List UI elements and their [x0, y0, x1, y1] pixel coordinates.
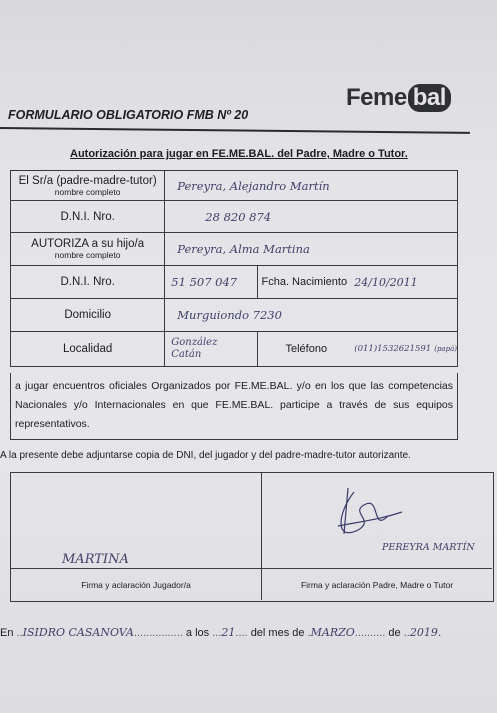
autoriza-label-cell: AUTORIZA a su hijo/a nombre completo	[11, 233, 165, 266]
player-printed-name: MARTINA	[62, 552, 129, 567]
footer-year[interactable]: 2019.	[409, 626, 442, 639]
footer-day[interactable]: 21	[221, 626, 236, 639]
domicilio-field[interactable]: Murguiondo 7230	[165, 299, 458, 332]
title-rule	[0, 127, 470, 134]
tutor-dni-field[interactable]: 28 820 874	[165, 201, 458, 233]
telefono-note: (papá)	[434, 345, 457, 353]
birth-label: Fcha. Nacimiento	[261, 276, 348, 288]
tutor-dni-label: D.N.I. Nro.	[11, 201, 165, 233]
footer-line: En ..ISIDRO CASANOVA................ a los ...21.... del mes de .MARZO.......... de ..2019.	[0, 626, 442, 639]
telefono-label: Teléfono	[285, 343, 328, 355]
femebal-logo: Feme bal	[346, 84, 451, 112]
parent-printed-name: PEREYRA MARTÍN	[382, 542, 475, 553]
parent-signature-label: Firma y aclaración Padre, Madre o Tutor	[300, 580, 454, 590]
child-name-field[interactable]: Pereyra, Alma Martina	[165, 233, 458, 266]
child-dni-field[interactable]: 51 507 047	[165, 266, 258, 298]
footer-mes-label: del mes de	[250, 627, 305, 639]
footer-place[interactable]: ISIDRO CASANOVA	[22, 626, 134, 639]
telefono-field[interactable]: (011)1532621591	[354, 344, 432, 354]
tutor-name-field[interactable]: Pereyra, Alejandro Martín	[165, 171, 458, 201]
tutor-label-cell: El Sr/a (padre-madre-tutor) nombre completo	[11, 171, 165, 201]
form-title: FORMULARIO OBLIGATORIO FMB Nº 20	[8, 108, 249, 122]
localidad-field[interactable]: González Catán	[165, 332, 258, 366]
localidad-label: Localidad	[11, 332, 165, 367]
dni-note: A la presente debe adjuntarse copia de DNI, del jugador y del padre-madre-tutor autorizante.	[0, 450, 411, 461]
footer-en-label: En	[0, 627, 14, 639]
birth-date-field[interactable]: 24/10/2011	[354, 275, 418, 289]
player-signature-label: Firma y aclaración Jugador/a	[81, 580, 191, 590]
signature-label-rule	[10, 568, 492, 569]
authorization-paragraph: a jugar encuentros oficiales Organizados por FE.ME.BAL. y/o en los que las competencias Nacionales y/o Internacionales en que FE.ME.BAL. participe a través de sus equipos representativos.	[10, 373, 458, 440]
form-table	[10, 170, 458, 367]
localidad-telefono-cell	[165, 332, 458, 367]
domicilio-label: Domicilio	[11, 299, 165, 332]
footer-de-label: de	[388, 627, 401, 639]
footer-month[interactable]: MARZO	[310, 626, 355, 639]
form-subtitle: Autorización para jugar en FE.ME.BAL. del Padre, Madre o Tutor.	[70, 148, 408, 160]
child-dni-birth-cell	[165, 266, 458, 299]
child-dni-label: D.N.I. Nro.	[11, 266, 165, 299]
footer-los-label: a los	[185, 627, 210, 639]
